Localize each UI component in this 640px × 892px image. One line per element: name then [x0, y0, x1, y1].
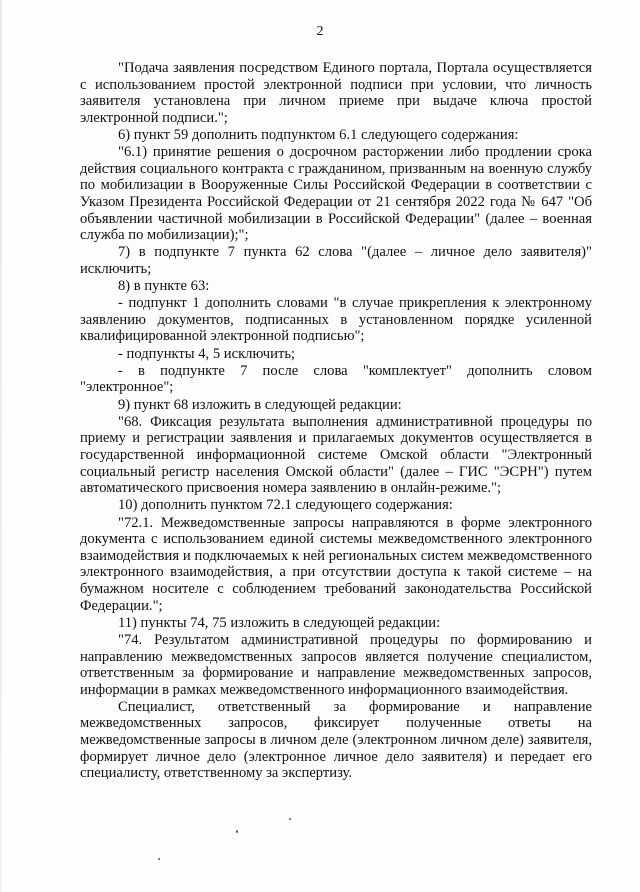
page-edge — [0, 0, 2, 892]
paragraph-item-8-sub-2: - подпункты 4, 5 исключить; — [118, 345, 296, 362]
paragraph-item-68: "68. Фиксация результата выполнения административной процедуры по приему и регистрации заявления и прилагаемых документов осуществляется в государственной информационной системе Омской области "Электронный социальный регистр населения Омской области" (далее – ГИС "ЭСРН") путем автоматического присвоения номера заявлению в онлайн-режиме."; — [80, 413, 592, 497]
paragraph-item-11: 11) пункты 74, 75 изложить в следующей редакции: — [118, 614, 441, 631]
scan-speck — [236, 830, 238, 833]
scan-speck — [158, 858, 160, 860]
paragraph-signature-clause: "Подача заявления посредством Единого портала, Портала осуществляется с использованием простой электронной подписи при условии, что личность заявителя установлена при личном приеме при выдаче ключа простой электронной подписи."; — [80, 60, 592, 126]
paragraph-item-9: 9) пункт 68 изложить в следующей редакции: — [118, 396, 402, 413]
paragraph-item-6: 6) пункт 59 дополнить подпунктом 6.1 следующего содержания: — [118, 126, 519, 143]
document-body — [80, 60, 592, 782]
paragraph-item-8: 8) в пункте 63: — [118, 278, 210, 295]
paragraph-item-7: 7) в подпункте 7 пункта 62 слова "(далее – личное дело заявителя)" исключить; — [80, 244, 592, 277]
paragraph-item-8-sub-1: - подпункт 1 дополнить словами "в случае прикрепления к электронному заявлению документов, подписанных в установленном порядке усиленной квалифицированной электронной подписью"; — [80, 295, 592, 345]
paragraph-item-10: 10) дополнить пунктом 72.1 следующего содержания: — [118, 497, 453, 514]
paragraph-specialist: Специалист, ответственный за формирование и направление межведомственных запросов, фиксирует полученные ответы на межведомственные запросы в личном деле (электронном личном деле) заявителя, формирует личное дело (электронное личное дело заявителя) и передает его специалисту, ответственному за экспертизу. — [80, 698, 592, 782]
paragraph-item-72-1: "72.1. Межведомственные запросы направляются в форме электронного документа с использованием единой системы межведомственного электронного взаимодействия и подключаемых к ней региональных систем межведомственного электронного взаимодействия, а при отсутствии доступа к такой системе – на бумажном носителе с соблюдением требований законодательства Российской Федерации."; — [80, 514, 592, 614]
page-number: 2 — [316, 24, 324, 39]
paragraph-item-6-1: "6.1) принятие решения о досрочном расторжении либо продлении срока действия социального контракта с гражданином, призванным на военную службу по мобилизации в Вооруженные Силы Российской Федерации в соответствии с Указом Президента Российской Федерации от 21 сентября 2022 года № 647 "Об объявлении частичной мобилизации в Российской Федерации" (далее – военная служба по мобилизации);"; — [80, 144, 592, 244]
scan-speck — [289, 818, 291, 820]
paragraph-item-74: "74. Результатом административной процедуры по формированию и направлению межведомственных запросов является получение специалистом, ответственным за формирование и направление межведомственных запросов, информации в рамках межведомственного информационного взаимодействия. — [80, 631, 592, 698]
paragraph-item-8-sub-3: - в подпункте 7 после слова "комплектует" дополнить словом "электронное"; — [80, 362, 592, 396]
